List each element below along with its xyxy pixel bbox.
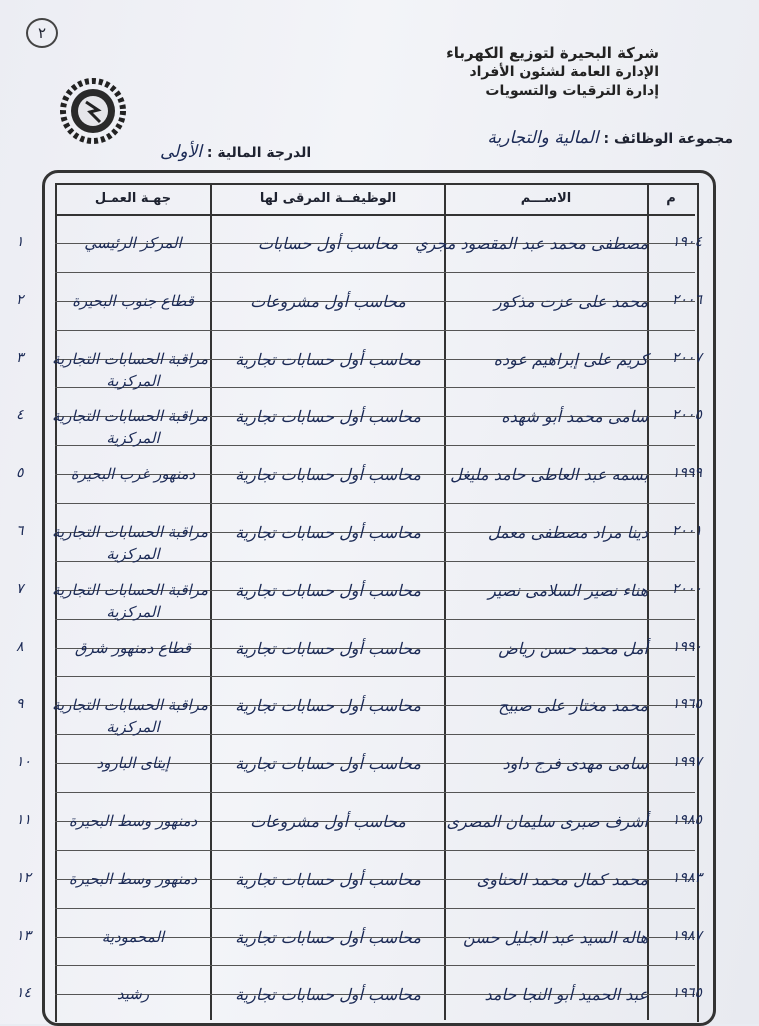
ruled-line (55, 792, 695, 793)
row-number: ٢ (16, 291, 24, 308)
work-location: قطاع دمنهور شرق (74, 638, 192, 657)
promoted-job: محاسب أول مشروعات (250, 812, 406, 831)
row-number: ٨ (16, 638, 24, 655)
promoted-job: محاسب أول حسابات تجارية (235, 638, 421, 658)
row-number: ١٠ (16, 754, 32, 771)
header-name: الاســـم (520, 191, 572, 206)
header-num: م (666, 191, 676, 206)
row-number: ١٤ (16, 985, 32, 1002)
employee-code: ١٩٦٥ (671, 985, 702, 1002)
work-location: المركز الرئيسي (84, 234, 182, 252)
row-number: ٥ (16, 465, 24, 482)
ruled-line (55, 503, 695, 504)
employee-name: بسمه عبد العاطى حامد مليغل (450, 465, 648, 485)
promoted-job: محاسب أول حسابات تجارية (235, 465, 421, 485)
promoted-job: محاسب أول حسابات تجارية (235, 580, 421, 600)
employee-name: كريم على إبراهيم عوده (493, 349, 648, 369)
ruled-line (55, 676, 695, 677)
work-location: دمنهور وسط البحيرة (68, 869, 198, 888)
row-number: ٧ (16, 580, 24, 597)
employee-code: ٢٠٠٧ (671, 349, 702, 366)
promoted-job: محاسب أول حسابات تجارية (235, 523, 421, 542)
employee-name: محمد مختار على صبيح (498, 696, 648, 716)
promoted-job: محاسب أول حسابات تجارية (235, 869, 421, 889)
employee-code: ١٩٨٣ (671, 869, 702, 886)
employee-code: ١٩٨٧ (671, 927, 702, 944)
row-number: ٩ (16, 696, 24, 713)
employee-name: أشرف صبرى سليمان المصرى (446, 812, 648, 831)
employee-name: مصطفى محمد عبد المقصود مجري (415, 234, 648, 253)
work-location: مراقبة الحسابات التجارية (52, 349, 208, 368)
employee-code: ١٩٦٥ (671, 696, 702, 713)
promoted-job: محاسب أول حسابات تجارية (235, 349, 421, 369)
job-group-line (487, 128, 733, 148)
row-number: ١٢ (16, 869, 32, 886)
employee-name: سامى محمد أبو شهده (501, 407, 648, 427)
row-number: ١٣ (16, 927, 32, 944)
employee-name: محمد كمال محمد الحناوى (476, 869, 648, 889)
job-group-value: المالية والتجارية (487, 128, 599, 148)
work-location: مراقبة الحسابات التجارية (52, 523, 208, 541)
organization-header (446, 44, 659, 101)
ruled-line (55, 908, 695, 909)
row-number: ٦ (16, 523, 24, 539)
promoted-job: محاسب أول مشروعات (250, 291, 406, 311)
page-number: ٢ (26, 18, 58, 48)
employee-code: ٢٠٠٦ (671, 291, 702, 308)
employee-code: ١٩٠٤ (671, 234, 702, 250)
column-divider (444, 183, 446, 1020)
promoted-job: محاسب أول حسابات (257, 234, 399, 253)
row-number: ٣ (16, 349, 24, 366)
grade-line (160, 142, 311, 162)
promoted-job: محاسب أول حسابات تجارية (235, 754, 421, 774)
work-location-cont: المركزية (106, 429, 160, 448)
work-location: رشيد (116, 985, 150, 1004)
work-location: المحمودية (101, 927, 165, 946)
employee-code: ٢٠٠١ (671, 523, 702, 539)
employee-name: عبد الحميد أبو النجا حامد (484, 985, 648, 1005)
promoted-job: محاسب أول حسابات تجارية (235, 696, 421, 716)
work-location-cont: المركزية (106, 545, 160, 563)
section-name: إدارة الترقيات والتسويات (485, 83, 659, 99)
ruled-line (55, 214, 695, 216)
ruled-line (55, 272, 695, 273)
grade-value: الأولى (160, 142, 202, 162)
work-location-cont: المركزية (106, 371, 160, 390)
grade-label: الدرجة المالية : (206, 145, 312, 161)
promoted-job: محاسب أول حسابات تجارية (235, 985, 421, 1005)
header-job: الوظيفــة المرقى لها (259, 191, 397, 206)
employee-code: ١٩٨٥ (671, 812, 702, 828)
department-name: الإدارة العامة لشئون الأفراد (469, 64, 659, 80)
employee-name: سامى مهدى فرج داود (502, 754, 648, 774)
row-number: ١ (16, 234, 24, 250)
ruled-line (55, 965, 695, 966)
employee-name: محمد على عزت مذكور (494, 291, 648, 311)
promoted-job: محاسب أول حسابات تجارية (235, 407, 421, 427)
work-location: دمنهور غرب البحيرة (70, 465, 196, 484)
job-group-label: مجموعة الوظائف : (603, 131, 733, 147)
employee-code: ٢٠٠٠ (671, 580, 702, 597)
ruled-line (55, 330, 695, 331)
row-number: ٤ (16, 407, 24, 424)
work-location: دمنهور وسط البحيرة (68, 812, 198, 830)
row-number: ١١ (16, 812, 32, 828)
header-dept: جهـة العمـل (94, 191, 172, 206)
company-name: شركة البحيرة لتوزيع الكهرباء (446, 44, 659, 62)
work-location-cont: المركزية (106, 602, 160, 621)
employee-name: هناء نصير السلامى نصير (488, 580, 648, 600)
work-location: مراقبة الحسابات التجارية (52, 407, 208, 426)
company-logo-icon (60, 78, 126, 144)
work-location-cont: المركزية (106, 718, 160, 737)
promoted-job: محاسب أول حسابات تجارية (235, 927, 421, 947)
ruled-line (55, 850, 695, 851)
work-location: مراقبة الحسابات التجارية (52, 580, 208, 599)
employee-name: دينا مراد مصطفى معمل (487, 523, 648, 542)
work-location: مراقبة الحسابات التجارية (52, 696, 208, 715)
work-location: قطاع جنوب البحيرة (72, 291, 194, 310)
employee-code: ١٩٩٠ (671, 638, 702, 655)
employee-name: هاله السيد عبد الجليل حسن (463, 927, 648, 947)
employee-code: ١٩٩٧ (671, 754, 702, 771)
employee-code: ١٩٩٩ (671, 465, 702, 482)
employee-name: أمل محمد حسن رياض (498, 638, 648, 658)
work-location: إيتاى البارود (96, 754, 170, 773)
employee-code: ٢٠٠٥ (671, 407, 702, 424)
